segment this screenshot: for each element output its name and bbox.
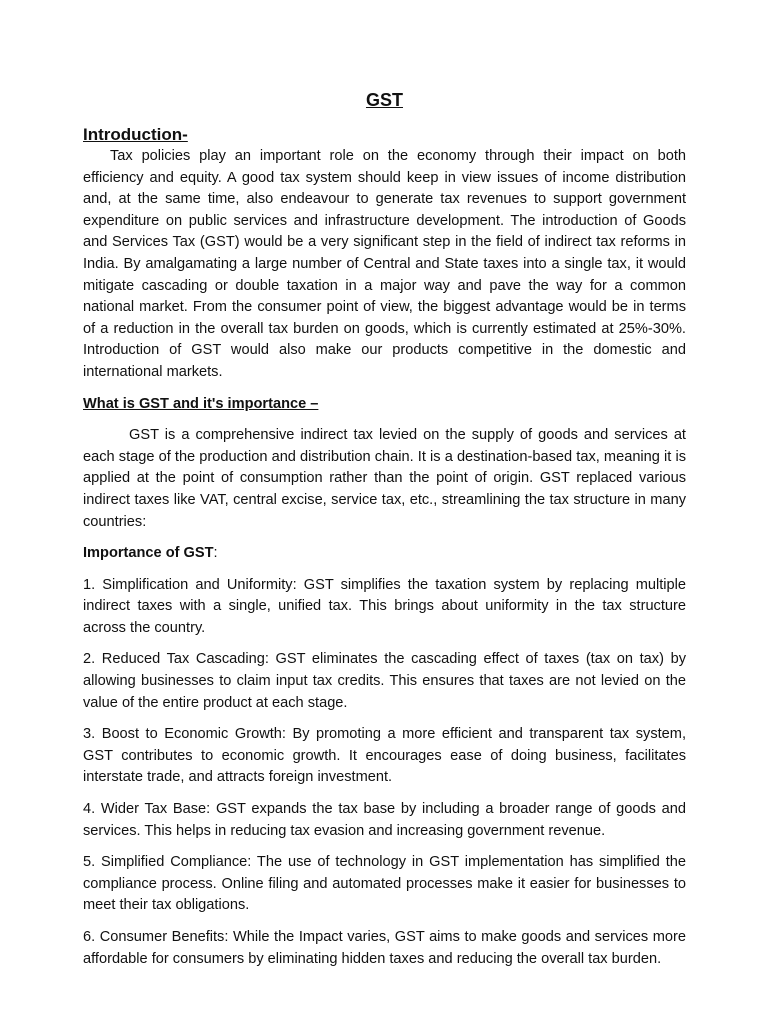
importance-item: 4. Wider Tax Base: GST expands the tax base by including a broader range of goods and services. This helps in reducing tax evasion and increasing government revenue.: [83, 801, 686, 839]
importance-item: 1. Simplification and Uniformity: GST simplifies the taxation system by replacing multiple indirect taxes with a single, unified tax. This brings about uniformity in the tax structure across the country.: [83, 576, 686, 636]
importance-item: 5. Simplified Compliance: The use of technology in GST implementation has simplified the compliance process. Online filing and automated processes make it easier for businesses to meet their tax obligations.: [83, 854, 686, 914]
importance-label: Importance of GST: [83, 545, 214, 562]
what-is-gst-paragraph: GST is a comprehensive indirect tax levied on the supply of goods and services at each stage of the production and distribution chain. It is a destination-based tax, meaning it is applied at the point of consumption rather than the point of origin. GST replaced various indirect taxes like VAT, central excise, service tax, etc., streamlining the tax structure in many countries:: [83, 427, 686, 530]
introduction-paragraph: Tax policies play an important role on the economy through their impact on both efficiency and equity. A good tax system should keep in view issues of income distribution and, at the same time, also endeavour to generate tax revenues to support government expenditure on public services and infrastructure development. The introduction of Goods and Services Tax (GST) would be a very significant step in the field of indirect tax reforms in India. By amalgamating a large number of Central and State taxes into a single tax, it would mitigate cascading or double taxation in a major way and pave the way for a common national market. From the consumer point of view, the biggest advantage would be in terms of a reduction in the overall tax burden on goods, which is currently estimated at 25%-30%. Introduction of GST would also make our products competitive in the domestic and international markets.: [83, 148, 686, 380]
importance-item: 2. Reduced Tax Cascading: GST eliminates the cascading effect of taxes (tax on tax) by allowing businesses to claim input tax credits. This ensures that taxes are not levied on the value of the entire product at each stage.: [83, 651, 686, 711]
document-title: GST: [365, 90, 403, 110]
introduction-heading: Introduction-: [83, 125, 188, 144]
importance-colon: :: [213, 545, 218, 562]
document-page: [83, 88, 686, 980]
importance-heading: [83, 543, 686, 565]
importance-item: 3. Boost to Economic Growth: By promoting a more efficient and transparent tax system, GST contributes to economic growth. It encourages ease of doing business, facilitates interstate trade, and attracts foreign investment.: [83, 726, 686, 786]
importance-item: 6. Consumer Benefits: While the Impact varies, GST aims to make goods and services more affordable for consumers by eliminating hidden taxes and reducing the overall tax burden.: [83, 929, 686, 967]
what-is-gst-heading: What is GST and it's importance –: [83, 395, 319, 412]
